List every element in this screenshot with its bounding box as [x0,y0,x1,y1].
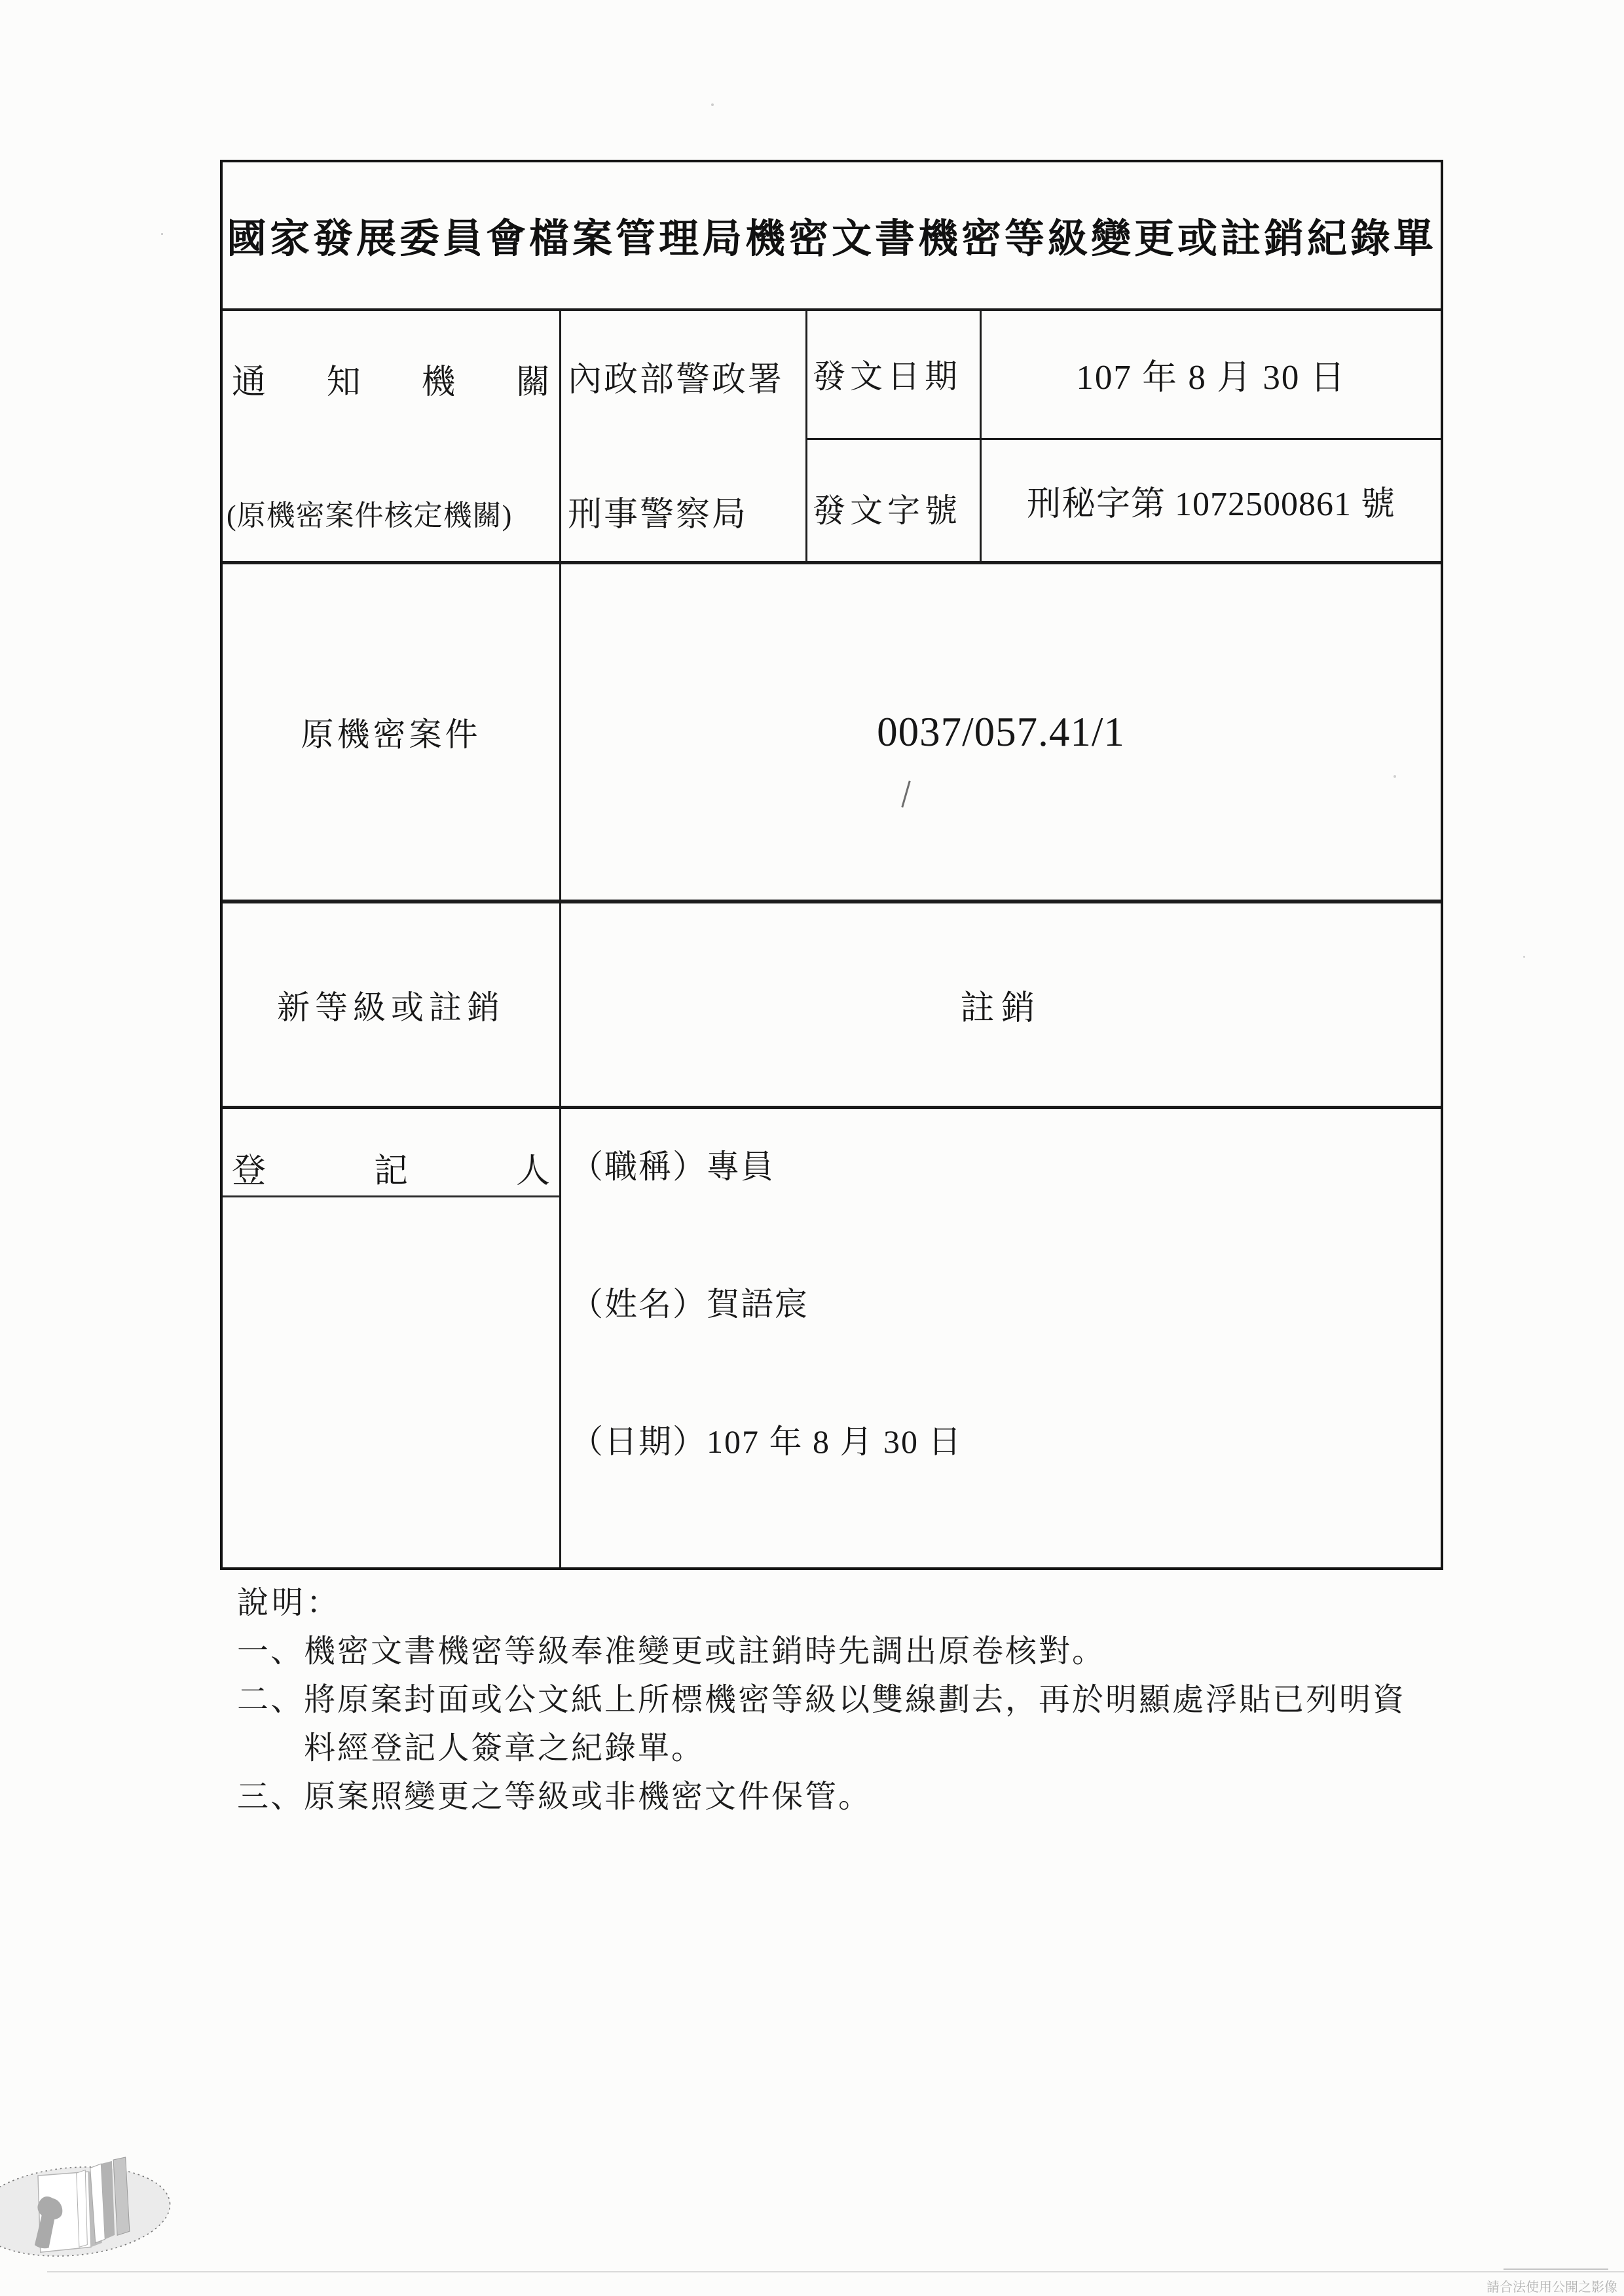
note-item-1 [237,1628,1416,1676]
form-title-cell [223,162,1441,308]
issue-date-label: 發文日期 [813,358,962,395]
original-case-label-cell [223,564,559,900]
form-title: 國家發展委員會檔案管理局機密文書機密等級變更或註銷紀錄單 [226,217,1437,261]
issue-date-label-cell [807,311,980,438]
registrar-value-cell [561,1109,1441,1567]
note-item-3-prefix: 三、 [237,1779,304,1814]
notes-heading: 說明： [237,1586,342,1620]
new-level-label-cell [223,903,559,1106]
new-level-value-cell [561,903,1441,1106]
archives-logo [0,2154,180,2269]
registrar-name-line: （姓名）賀語宸 [570,1286,809,1322]
record-form-table [220,160,1443,1570]
notify-agency-label: 通知機關 [232,364,550,401]
registrar-label: 登記人 [232,1153,550,1190]
notify-agency-value-line2: 刑事警察局 [568,496,748,534]
note-item-2-text: 將原案封面或公文紙上所標機密等級以雙線劃去，再於明顯處浮貼已列明資料經登記人簽章之紀錄單。 [304,1683,1407,1766]
notes-section [237,1579,1416,1821]
notify-agency-value-cell [561,311,805,561]
scanner-edge-line [47,2271,1624,2272]
original-case-label: 原機密案件 [301,716,481,753]
scanner-edge-line [1504,2269,1608,2270]
registrar-label-cell [223,1109,559,1567]
original-case-value-cell [561,564,1441,900]
new-level-label: 新等級或註銷 [277,989,505,1026]
usage-watermark-text: 請合法使用公開之影像 [1486,2280,1617,2295]
issue-number-value-cell [982,440,1441,561]
new-level-value: 註銷 [960,990,1042,1027]
issue-number-label: 發文字號 [813,492,962,529]
original-case-value: 0037/057.41/1 [877,708,1125,755]
registrar-date-line: （日期）107 年 8 月 30 日 [570,1423,963,1460]
issue-number-label-cell [807,440,980,561]
notify-agency-sublabel: (原機密案件核定機關) [227,500,513,532]
note-item-2 [237,1676,1416,1773]
scan-speck [161,233,163,235]
issue-date-value: 107 年 8 月 30 日 [1076,359,1346,397]
issue-number-value: 刑秘字第 1072500861 號 [1026,486,1395,523]
note-item-3-text: 原案照變更之等級或非機密文件保管。 [304,1779,872,1814]
registrar-title-line: （職稱）專員 [570,1148,775,1185]
notify-agency-label-cell [223,311,559,561]
scan-speck [711,103,714,106]
issue-date-value-cell [982,311,1441,438]
note-item-2-prefix: 二、 [237,1683,304,1717]
note-item-1-text: 機密文書機密等級奉准變更或註銷時先調出原卷核對。 [304,1634,1106,1669]
scan-speck [1523,956,1525,958]
notify-agency-value-line1: 內政部警政署 [568,361,784,399]
note-item-1-prefix: 一、 [237,1634,304,1669]
scan-speck [1393,775,1396,778]
note-item-3 [237,1773,1416,1821]
